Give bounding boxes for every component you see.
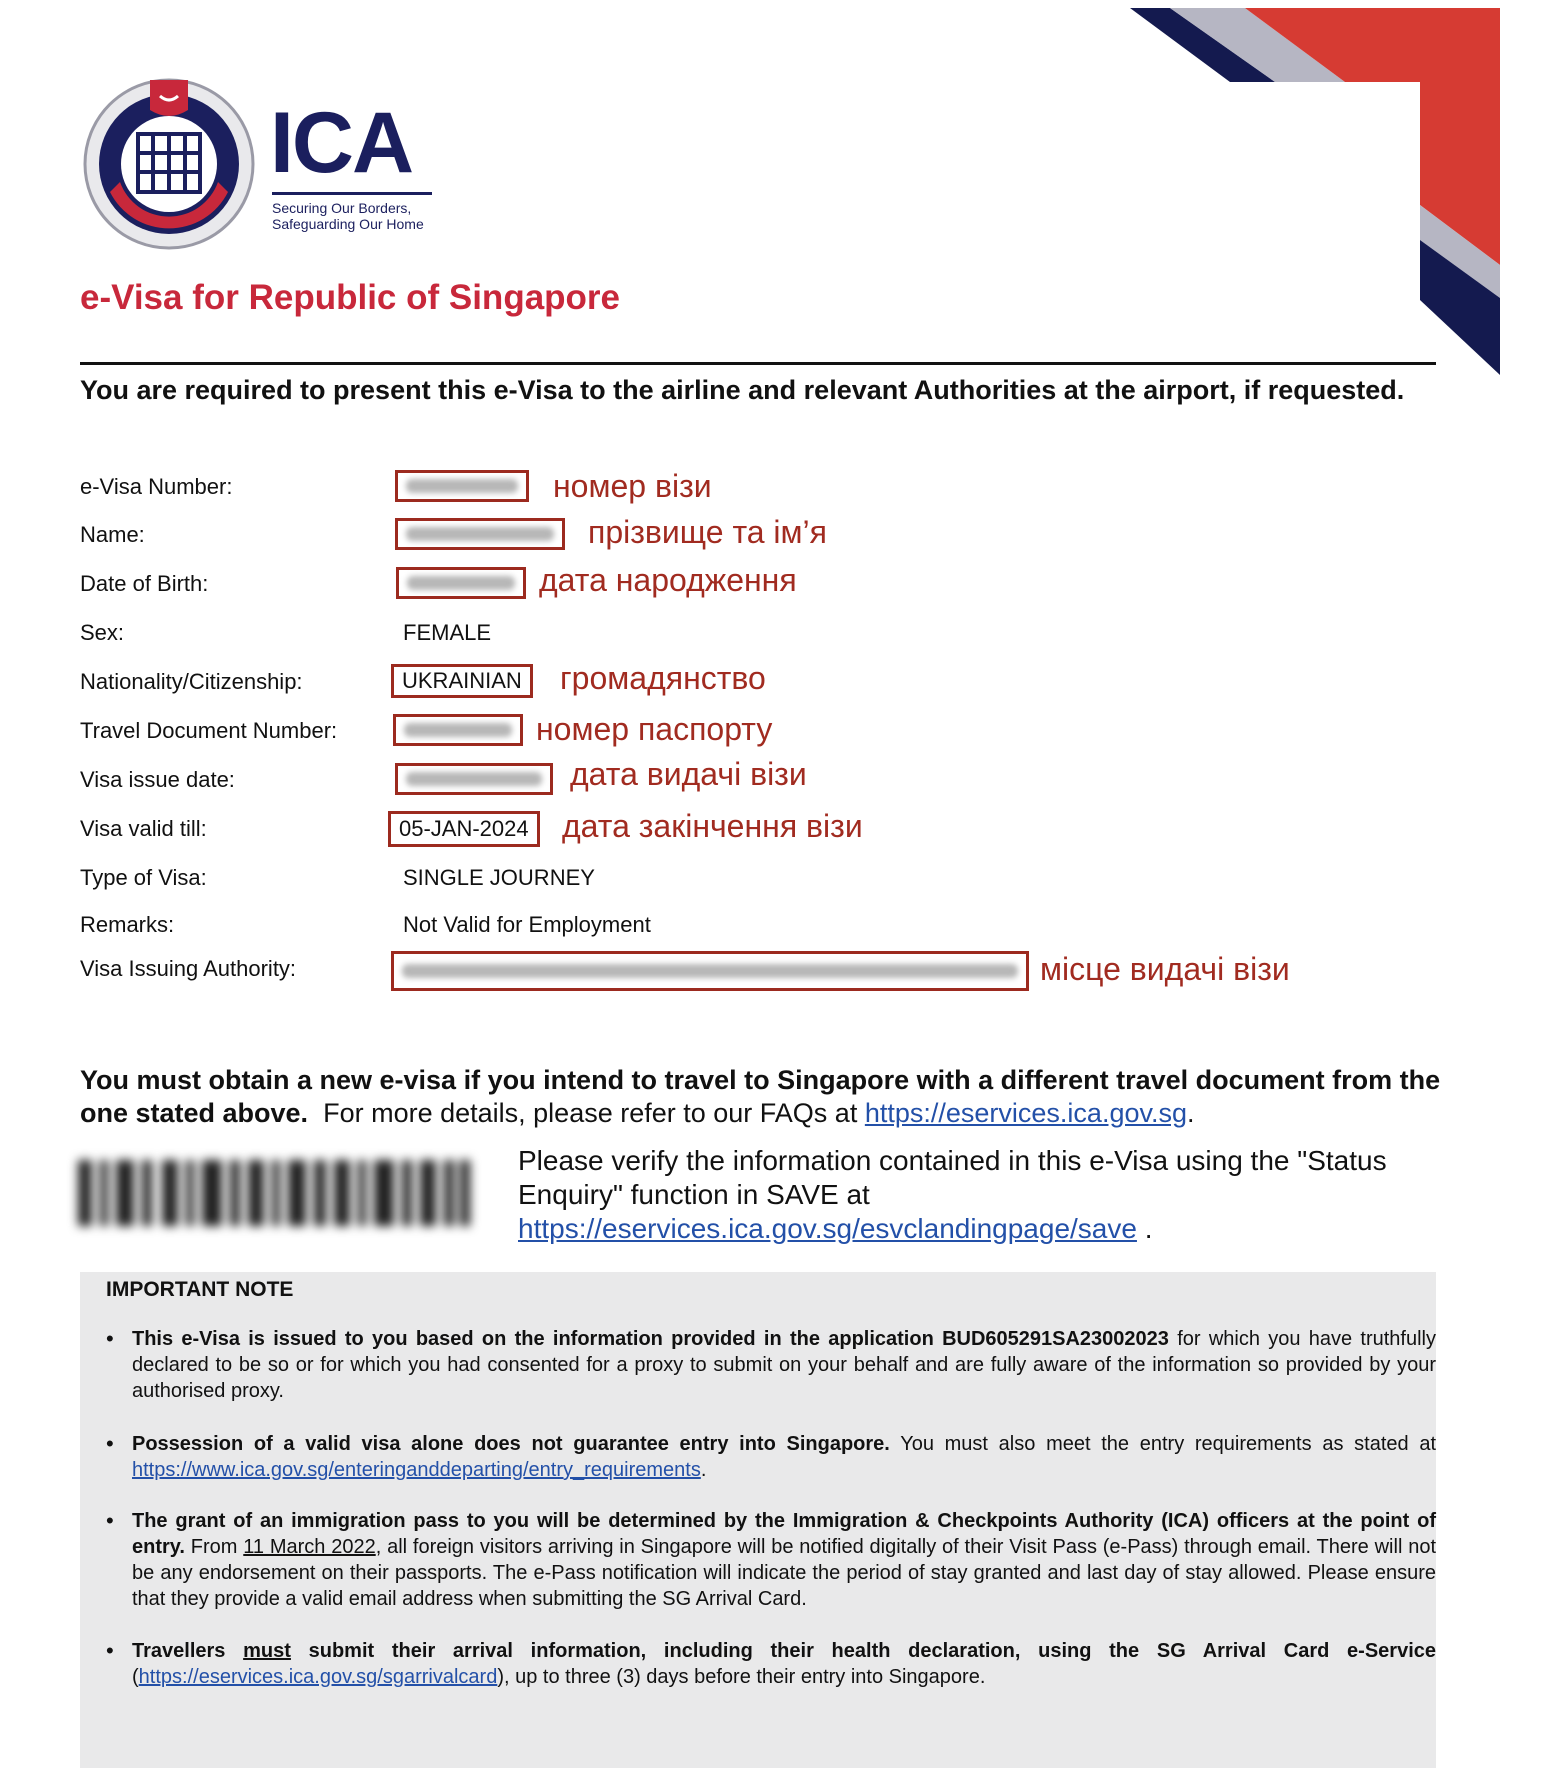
important-note-title: IMPORTANT NOTE bbox=[106, 1278, 294, 1301]
verify-text: Please verify the information contained in this e-Visa using the "Status Enquiry" function in SAVE at bbox=[518, 1145, 1387, 1210]
value-remarks: Not Valid for Employment bbox=[403, 912, 651, 937]
label-nationality: Nationality/Citizenship: bbox=[80, 669, 303, 694]
label-evisa-number: e-Visa Number: bbox=[80, 474, 233, 499]
brand-underline bbox=[272, 192, 432, 195]
date-of-birth-redacted bbox=[396, 567, 526, 599]
note-bullet-application: • This e-Visa is issued to you based on the information provided in the application BUD605291SA23002023 for which you have truthfully declared to be so or for which you had consented for a proxy to submit on your behalf and are fully aware of the information so provided by your authorised proxy. bbox=[132, 1326, 1436, 1404]
label-issuing-authority: Visa Issuing Authority: bbox=[80, 956, 297, 981]
evisa-number-redacted bbox=[395, 470, 529, 502]
epass-start-date: 11 March 2022 bbox=[243, 1536, 376, 1558]
label-sex: Sex: bbox=[80, 620, 125, 645]
present-notice: You are required to present this e-Visa to the airline and relevant Authorities at the airport, if requested. bbox=[80, 375, 1405, 405]
entry-requirements-link[interactable]: https://www.ica.gov.sg/enteringanddeparting/entry_requirements bbox=[132, 1459, 701, 1481]
new-evisa-notice: You must obtain a new e-visa if you intend to travel to Singapore with a different travel document from the one stated above. For more details, please refer to our FAQs at https://eservices.ica.gov.sg. bbox=[80, 1065, 1441, 1128]
annotation-date-of-birth: дата народження bbox=[539, 562, 797, 598]
barcode-redacted bbox=[78, 1160, 470, 1226]
value-valid-till: 05-JAN-2024 bbox=[388, 811, 540, 847]
annotation-valid-till: дата закінчення візи bbox=[562, 808, 863, 844]
note-bullet-immigration-pass: • The grant of an immigration pass to you will be determined by the Immigration & Checkpoints Authority (ICA) officers at the point of entry. From 11 March 2022, all foreign visitors arriving in Singapore will be notified digitally of their Visit Pass (e-Pass) through email. There will not be any endorsement on their passports. The e-Pass notification will indicate the period of stay granted and last day of stay allowed. Please ensure that they provide a valid email address when submitting the SG Arrival Card. bbox=[132, 1508, 1436, 1612]
new-evisa-warning: You must obtain a new e-visa if you intend to travel to Singapore with a different travel document from the one stated above. bbox=[80, 1065, 1441, 1128]
value-visa-type: SINGLE JOURNEY bbox=[403, 865, 595, 890]
annotation-issue-date: дата видачі візи bbox=[570, 756, 807, 792]
travel-document-redacted bbox=[393, 714, 523, 746]
issue-date-redacted bbox=[395, 763, 553, 795]
annotation-nationality: громадянство bbox=[560, 660, 766, 696]
ica-brand-text: ICA bbox=[270, 95, 413, 191]
ica-seal-logo bbox=[80, 72, 258, 252]
label-travel-document: Travel Document Number: bbox=[80, 718, 338, 743]
annotation-travel-document: номер паспорту bbox=[536, 711, 773, 747]
verify-notice: Please verify the information contained in this e-Visa using the "Status Enquiry" function in SAVE at https://eservices.ica.gov.sg/esvclandingpage/save . bbox=[518, 1145, 1387, 1244]
label-issue-date: Visa issue date: bbox=[80, 767, 235, 792]
label-remarks: Remarks: bbox=[80, 912, 175, 937]
divider bbox=[80, 362, 1436, 365]
arrival-card-link[interactable]: https://eservices.ica.gov.sg/sgarrivalcard bbox=[138, 1666, 498, 1688]
save-link[interactable]: https://eservices.ica.gov.sg/esvclandingpage/save bbox=[518, 1213, 1137, 1244]
issuing-authority-redacted bbox=[391, 951, 1029, 991]
corner-stripes-decoration bbox=[1130, 0, 1510, 380]
label-date-of-birth: Date of Birth: bbox=[80, 571, 209, 596]
value-sex: FEMALE bbox=[403, 620, 492, 645]
annotation-name: прізвище та ім’я bbox=[588, 514, 827, 550]
name-redacted bbox=[395, 518, 565, 550]
annotation-issuing-authority: місце видачі візи bbox=[1040, 951, 1290, 987]
annotation-visa-number: номер візи bbox=[553, 468, 712, 504]
label-valid-till: Visa valid till: bbox=[80, 816, 207, 841]
note-bullet-entry: • Possession of a valid visa alone does not guarantee entry into Singapore. You must also meet the entry requirements as stated at https://www.ica.gov.sg/enteringanddeparting/entry_requirements. bbox=[132, 1431, 1436, 1483]
document-title: e-Visa for Republic of Singapore bbox=[80, 278, 621, 317]
label-visa-type: Type of Visa: bbox=[80, 865, 207, 890]
note-bullet-arrival-card: • Travellers must submit their arrival information, including their health declaration, using the SG Arrival Card e-Service (https://eservices.ica.gov.sg/sgarrivalcard), up to three (3) days before their entry into Singapore. bbox=[132, 1638, 1436, 1690]
label-name: Name: bbox=[80, 522, 145, 547]
value-nationality: UKRAINIAN bbox=[391, 664, 533, 698]
faq-link[interactable]: https://eservices.ica.gov.sg bbox=[864, 1098, 1187, 1128]
more-details-text: For more details, please refer to our FAQs at bbox=[323, 1098, 858, 1128]
tagline: Securing Our Borders, Safeguarding Our Home bbox=[272, 200, 424, 232]
